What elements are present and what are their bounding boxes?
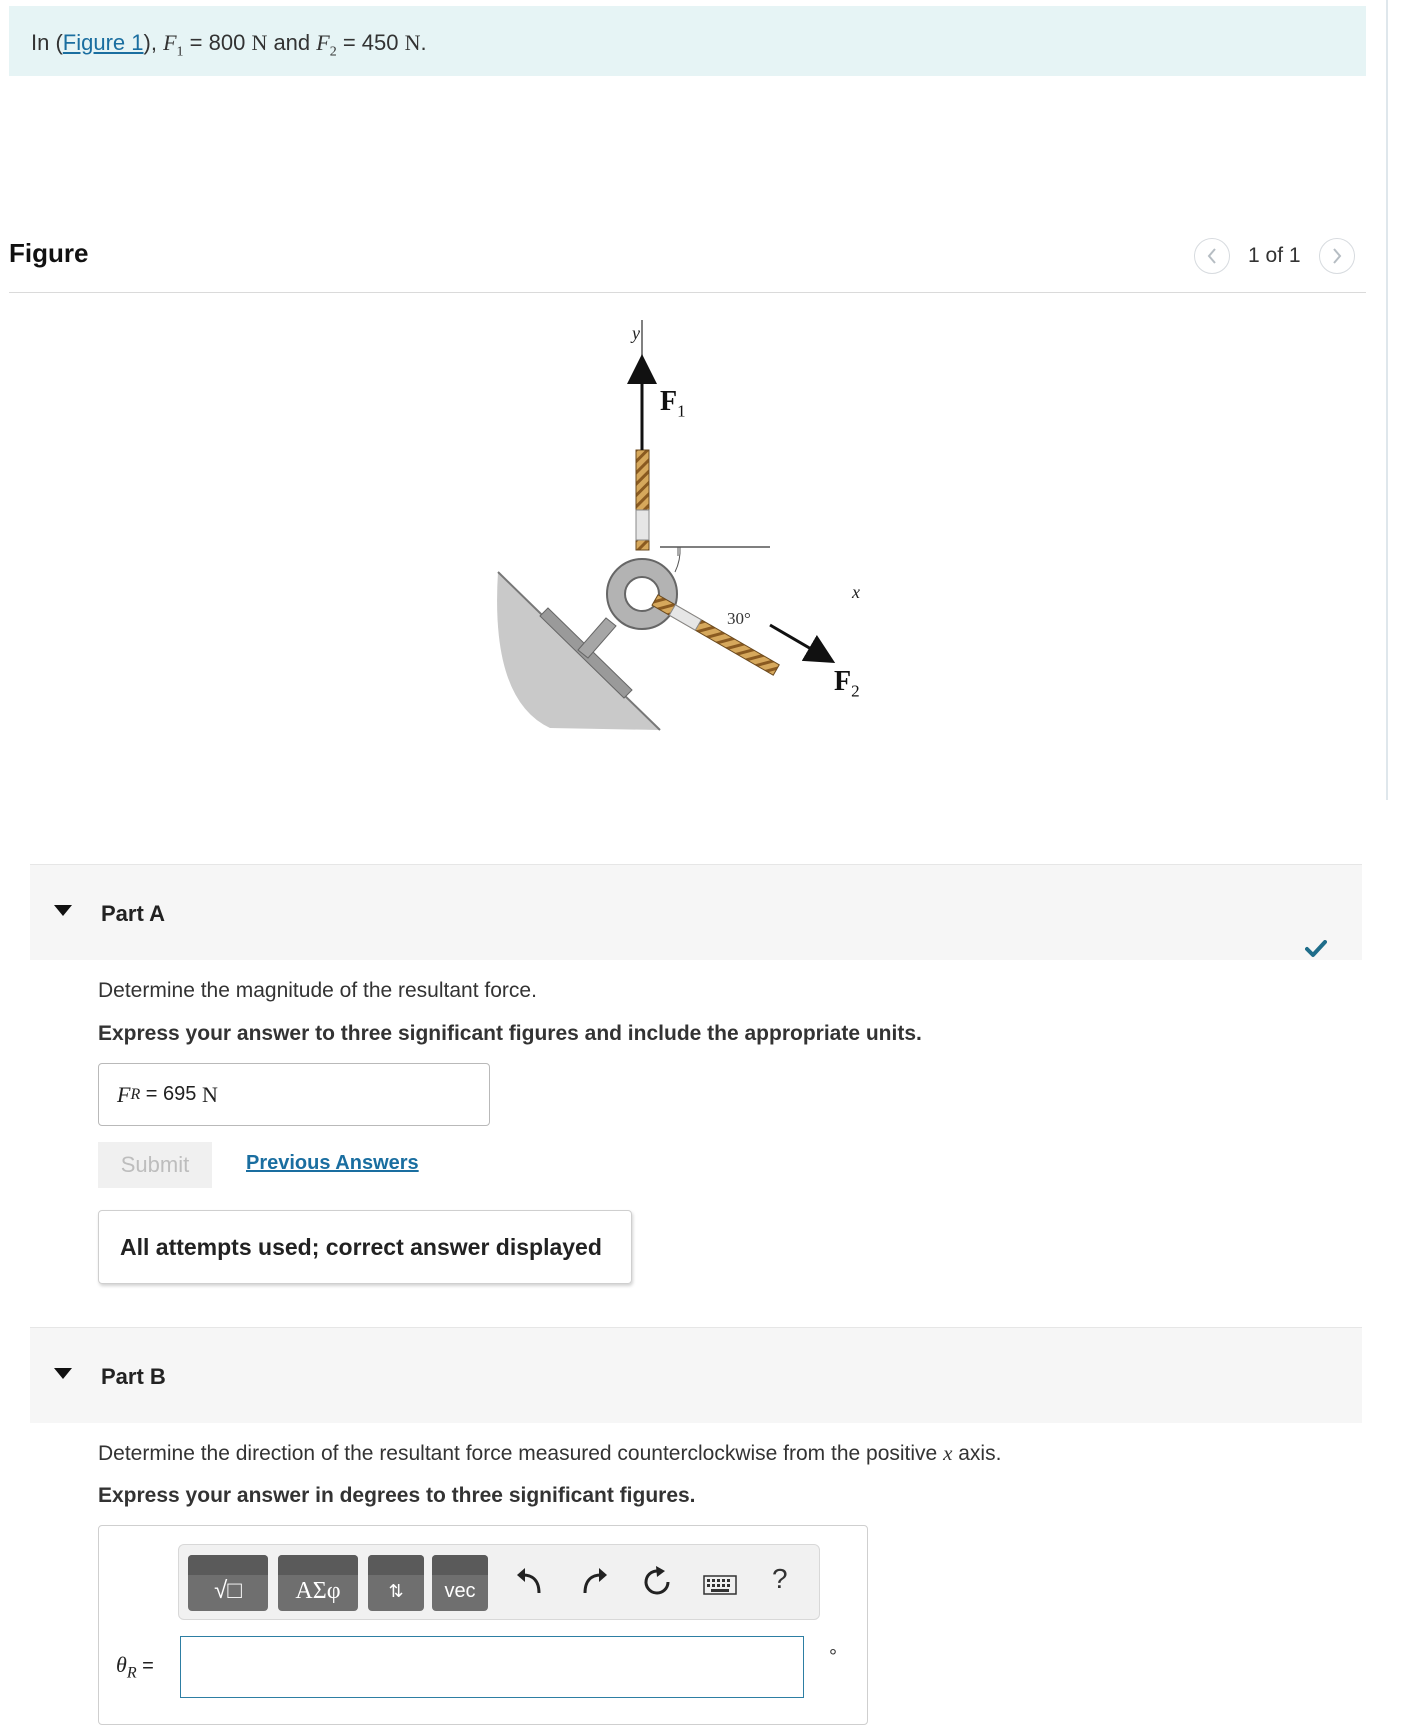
vec-label: vec: [444, 1579, 476, 1602]
part-a-instruction: Express your answer to three significant figures and include the appropriate units.: [98, 1022, 922, 1045]
arrows-label: ⇅: [388, 1580, 404, 1601]
f1-label-letter: F: [660, 386, 678, 417]
y-axis-label: y: [632, 323, 640, 343]
greek-label: ΑΣφ: [295, 1577, 341, 1604]
answer-equals: =: [140, 1083, 164, 1105]
reset-icon[interactable]: [641, 1565, 675, 1599]
templates-label: √□: [214, 1577, 242, 1604]
f2-label-sub: 2: [851, 681, 860, 701]
intro-prefix: In (: [31, 30, 63, 55]
caret-down-icon: [54, 905, 72, 917]
f2-unit: N: [404, 30, 421, 55]
figure-link[interactable]: Figure 1: [62, 30, 144, 55]
part-b-prompt-before: Determine the direction of the resultant force measured counterclockwise from the positive: [98, 1442, 944, 1465]
f1-unit: N: [251, 30, 268, 55]
redo-icon[interactable]: [579, 1565, 609, 1597]
f1-value: = 800: [183, 30, 252, 55]
figure-pager-text: 1 of 1: [1248, 244, 1301, 267]
part-b-title: Part B: [101, 1364, 166, 1389]
theta-equals: =: [136, 1655, 154, 1677]
theta-subscript: R: [126, 1664, 137, 1682]
vector-button[interactable]: [432, 1555, 488, 1611]
rope-f2: [652, 595, 779, 675]
greek-symbols-button[interactable]: [278, 1555, 358, 1611]
problem-statement: [9, 6, 1366, 76]
f1-symbol: F: [163, 30, 177, 55]
previous-answers-link[interactable]: Previous Answers: [246, 1152, 419, 1174]
undo-icon[interactable]: [515, 1565, 545, 1597]
intro-and: and: [267, 30, 317, 55]
submit-button[interactable]: Submit: [98, 1142, 212, 1188]
f1-subscript: 1: [176, 44, 184, 60]
caret-down-icon: [54, 1368, 72, 1380]
degree-unit: °: [829, 1646, 837, 1668]
part-a-answer-display: [98, 1063, 490, 1126]
answer-unit: N: [201, 1081, 218, 1107]
angle-label: 30°: [727, 609, 751, 628]
arrows-button[interactable]: [368, 1555, 424, 1611]
answer-value: 695: [163, 1083, 202, 1105]
keyboard-icon[interactable]: [703, 1575, 737, 1595]
theta-label: [116, 1652, 154, 1682]
answer-status-box: All attempts used; correct answer displayed: [98, 1210, 632, 1284]
figure-pager: [1194, 238, 1355, 274]
math-toolbar: [178, 1544, 820, 1620]
checkmark-icon: [1305, 940, 1327, 958]
f2-value: = 450: [336, 30, 405, 55]
f2-label: [834, 666, 860, 702]
chevron-right-icon: [1331, 247, 1343, 265]
figure-heading: Figure: [9, 238, 89, 268]
part-b-prompt-var: x: [943, 1441, 953, 1465]
f1-label-sub: 1: [677, 401, 686, 421]
help-button[interactable]: ?: [772, 1563, 788, 1594]
figure-divider: [9, 292, 1366, 293]
part-b-header[interactable]: [30, 1327, 1362, 1423]
part-a-header[interactable]: [30, 864, 1362, 960]
f2-arrow: [770, 625, 830, 660]
templates-button[interactable]: [188, 1555, 268, 1611]
answer-subscript: R: [130, 1085, 141, 1103]
part-a-prompt: Determine the magnitude of the resultant force.: [98, 979, 537, 1002]
part-b-prompt: [98, 1441, 1001, 1466]
part-b-prompt-after: axis.: [952, 1442, 1002, 1465]
direction-answer-input[interactable]: [180, 1636, 804, 1698]
f1-label: [660, 386, 686, 422]
theta-symbol: θ: [116, 1652, 127, 1677]
f2-subscript: 2: [329, 44, 337, 60]
intro-suffix: ),: [143, 30, 157, 55]
f2-label-letter: F: [834, 666, 852, 697]
intro-end: .: [420, 30, 427, 55]
part-b-instruction: Express your answer in degrees to three significant figures.: [98, 1484, 696, 1507]
chevron-left-icon: [1206, 247, 1218, 265]
next-figure-button[interactable]: [1319, 238, 1355, 274]
part-a-title: Part A: [101, 901, 165, 926]
f2-symbol: F: [316, 30, 330, 55]
previous-figure-button[interactable]: [1194, 238, 1230, 274]
x-axis-label: x: [852, 582, 860, 602]
answer-symbol: F: [117, 1081, 131, 1107]
panel-divider: [1386, 0, 1388, 800]
